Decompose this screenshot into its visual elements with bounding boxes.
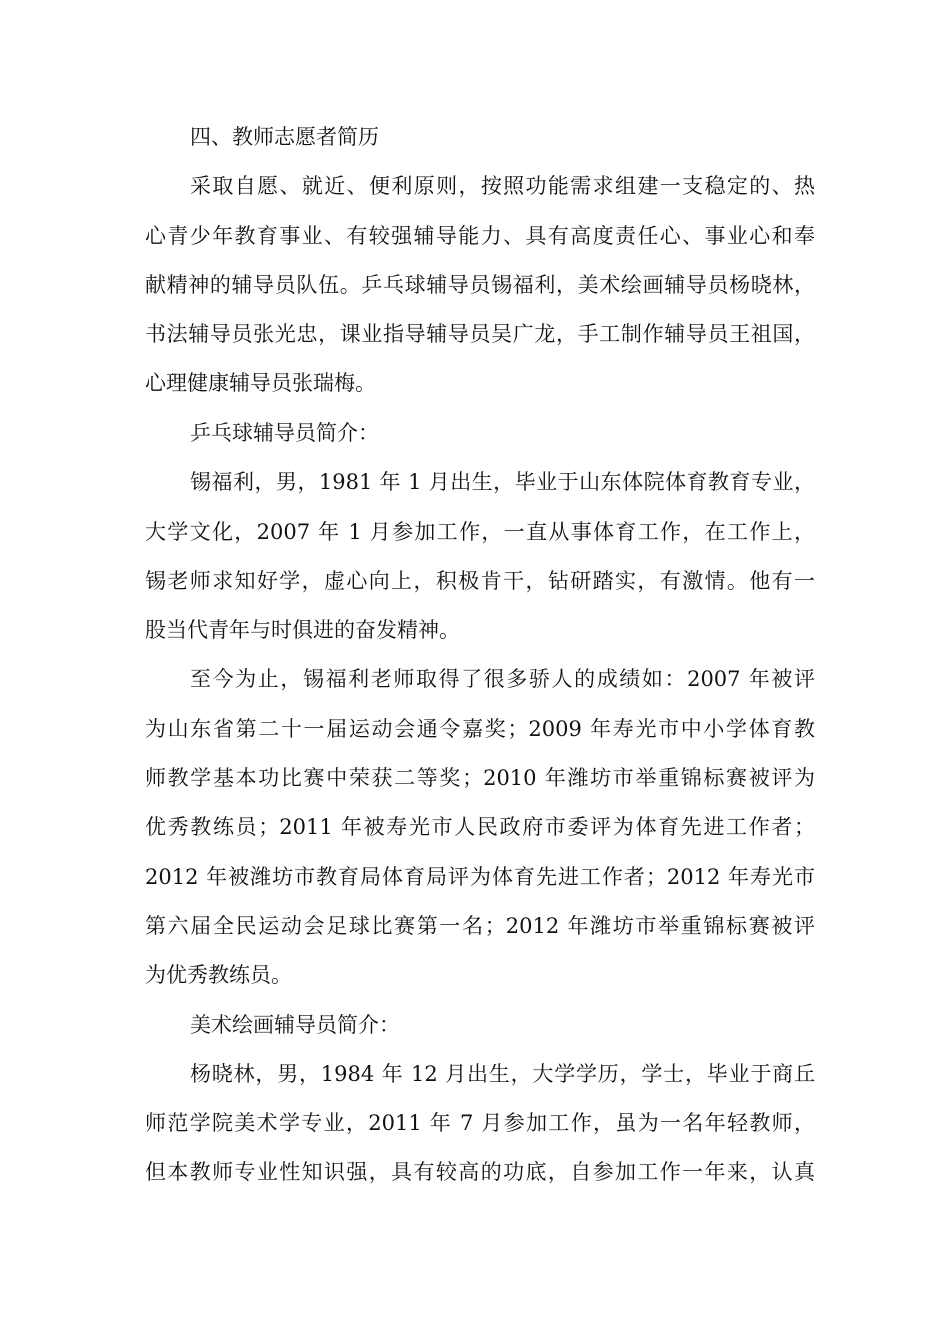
- text-line: 师范学院美术学专业，2011 年 7 月参加工作，虽为一名年轻教师，: [145, 1111, 815, 1135]
- text-line: 为优秀教练员。: [145, 963, 292, 987]
- text-line: 2012 年被潍坊市教育局体育局评为体育先进工作者；2012 年寿光市: [145, 865, 815, 889]
- text-line: 优秀教练员；2011 年被寿光市人民政府市委评为体育先进工作者；: [145, 815, 815, 839]
- text-line: 师教学基本功比赛中荣获二等奖；2010 年潍坊市举重锦标赛被评为: [145, 766, 815, 790]
- section-heading: 四、教师志愿者简历: [190, 125, 379, 149]
- text-line: 第六届全民运动会足球比赛第一名；2012 年潍坊市举重锦标赛被评: [145, 914, 815, 938]
- text-line: 心青少年教育事业、有较强辅导能力、具有高度责任心、事业心和奉: [145, 224, 815, 248]
- text-line: 书法辅导员张光忠，课业指导辅导员吴广龙，手工制作辅导员王祖国，: [145, 322, 815, 346]
- text-line: 但本教师专业性知识强，具有较高的功底，自参加工作一年来，认真: [145, 1160, 815, 1184]
- text-line: 锡老师求知好学，虚心向上，积极肯干，钻研踏实，有激情。他有一: [145, 569, 815, 593]
- text-line: 大学文化，2007 年 1 月参加工作，一直从事体育工作，在工作上，: [145, 520, 815, 544]
- text-line: 锡福利，男，1981 年 1 月出生，毕业于山东体院体育教育专业，: [190, 470, 815, 494]
- text-line: 心理健康辅导员张瑞梅。: [145, 371, 376, 395]
- text-line: 为山东省第二十一届运动会通令嘉奖；2009 年寿光市中小学体育教: [145, 717, 815, 741]
- text-line: 献精神的辅导员队伍。乒乓球辅导员锡福利，美术绘画辅导员杨晓林，: [145, 273, 815, 297]
- text-line: 股当代青年与时俱进的奋发精神。: [145, 618, 460, 642]
- text-line: 至今为止，锡福利老师取得了很多骄人的成绩如：2007 年被评: [190, 667, 815, 691]
- text-line: 采取自愿、就近、便利原则，按照功能需求组建一支稳定的、热: [190, 174, 815, 198]
- subsection-heading: 乒乓球辅导员简介：: [190, 421, 379, 445]
- text-line: 杨晓林，男，1984 年 12 月出生，大学学历，学士，毕业于商丘: [190, 1062, 815, 1086]
- subsection-heading: 美术绘画辅导员简介：: [190, 1013, 400, 1037]
